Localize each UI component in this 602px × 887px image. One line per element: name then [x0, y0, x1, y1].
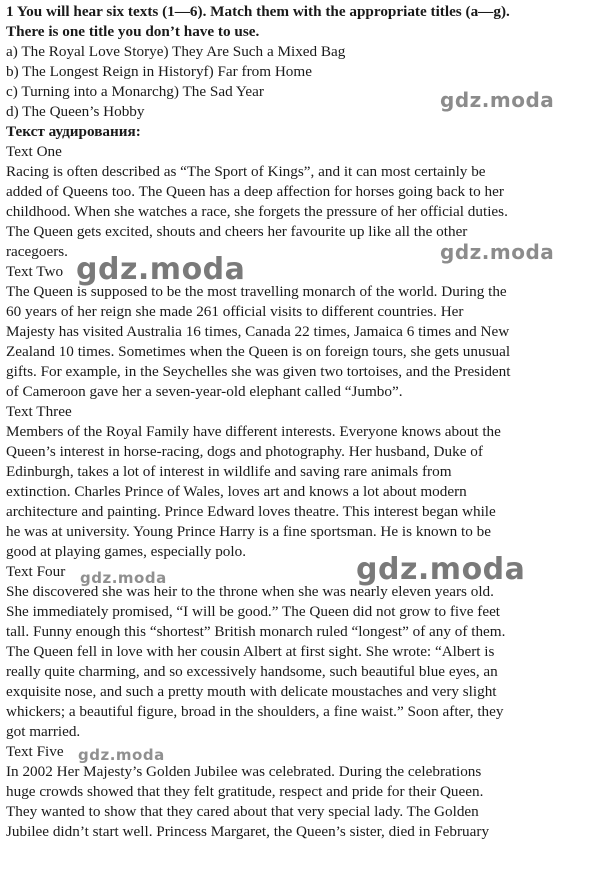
title-option: a) The Royal Love Storye) They Are Such a Mixed Bag — [6, 43, 346, 60]
text-line: gifts. For example, in the Seychelles she was given two tortoises, and the President — [6, 363, 511, 380]
title-option: b) The Longest Reign in Historyf) Far from Home — [6, 63, 312, 80]
text-line: Zealand 10 times. Sometimes when the Queen is on foreign tours, she gets unusual — [6, 343, 511, 360]
text-two-title: Text Two — [6, 263, 64, 280]
watermark: gdz.moda — [76, 252, 246, 287]
title-option: c) Turning into a Monarchg) The Sad Year — [6, 83, 264, 100]
text-line: good at playing games, especially polo. — [6, 543, 246, 560]
text-line: She discovered she was heir to the throne when she was nearly eleven years old. — [6, 583, 494, 600]
transcript-heading: Текст аудирования: — [6, 123, 141, 140]
text-line: architecture and painting. Prince Edward loves theatre. This interest began while — [6, 503, 496, 520]
text-line: 60 years of her reign she made 261 official visits to different countries. Her — [6, 303, 464, 320]
text-line: Jubilee didn’t start well. Princess Margaret, the Queen’s sister, died in February — [6, 823, 490, 840]
text-line: In 2002 Her Majesty’s Golden Jubilee was celebrated. During the celebrations — [6, 763, 482, 780]
title-option: d) The Queen’s Hobby — [6, 103, 145, 120]
text-three-section — [6, 402, 598, 562]
text-line: Queen’s interest in horse-racing, dogs and photography. Her husband, Duke of — [6, 443, 483, 460]
text-line: childhood. When she watches a race, she forgets the pressure of her official duties. — [6, 203, 508, 220]
text-line: he was at university. Young Prince Harry is a fine sportsman. He is known to be — [6, 523, 491, 540]
text-line: exquisite nose, and such a pretty mouth with delicate moustaches and very slight — [6, 683, 497, 700]
text-four-title: Text Four — [6, 563, 66, 580]
text-line: The Queen is supposed to be the most travelling monarch of the world. During the — [6, 283, 507, 300]
text-line: got married. — [6, 723, 81, 740]
text-line: She immediately promised, “I will be good.” The Queen did not grow to five feet — [6, 603, 501, 620]
watermark: gdz.moda — [80, 569, 167, 587]
watermark: gdz.moda — [356, 552, 526, 587]
text-line: whickers; a beautiful figure, broad in the shoulders, a fine waist.” Soon after, they — [6, 703, 504, 720]
task-heading — [6, 2, 598, 42]
text-line: really quite charming, and so excessively handsome, such beautiful blue eyes, an — [6, 663, 498, 680]
text-line: tall. Funny enough this “shortest” British monarch ruled “longest” of any of them. — [6, 623, 506, 640]
text-line: The Queen fell in love with her cousin Albert at first sight. She wrote: “Albert is — [6, 643, 495, 660]
text-five-title: Text Five — [6, 743, 64, 760]
watermark: gdz.moda — [78, 746, 165, 764]
text-one-title: Text One — [6, 143, 62, 160]
text-line: extinction. Charles Prince of Wales, loves art and knows a lot about modern — [6, 483, 467, 500]
text-line: huge crowds showed that they felt gratitude, respect and pride for their Queen. — [6, 783, 484, 800]
text-line: They wanted to show that they cared about that very special lady. The Golden — [6, 803, 479, 820]
text-line: added of Queens too. The Queen has a deep affection for horses going back to her — [6, 183, 504, 200]
watermark: gdz.moda — [440, 240, 555, 264]
text-line: racegoers. — [6, 243, 68, 260]
watermark: gdz.moda — [440, 88, 555, 112]
document-page — [6, 2, 598, 842]
task-heading-line-1: 1 You will hear six texts (1—6). Match them with the appropriate titles (a—g). — [6, 3, 510, 20]
text-line: Members of the Royal Family have different interests. Everyone knows about the — [6, 423, 501, 440]
text-four-section — [6, 562, 598, 742]
text-line: Edinburgh, takes a lot of interest in wildlife and saving rare animals from — [6, 463, 452, 480]
text-line: The Queen gets excited, shouts and cheers her favourite up like all the other — [6, 223, 468, 240]
text-three-title: Text Three — [6, 403, 72, 420]
text-line: Racing is often described as “The Sport of Kings”, and it can most certainly be — [6, 163, 486, 180]
task-heading-line-2: There is one title you don’t have to use. — [6, 23, 260, 40]
text-line: Majesty has visited Australia 16 times, Canada 22 times, Jamaica 6 times and New — [6, 323, 510, 340]
text-line: of Cameroon gave her a seven-year-old elephant called “Jumbo”. — [6, 383, 403, 400]
